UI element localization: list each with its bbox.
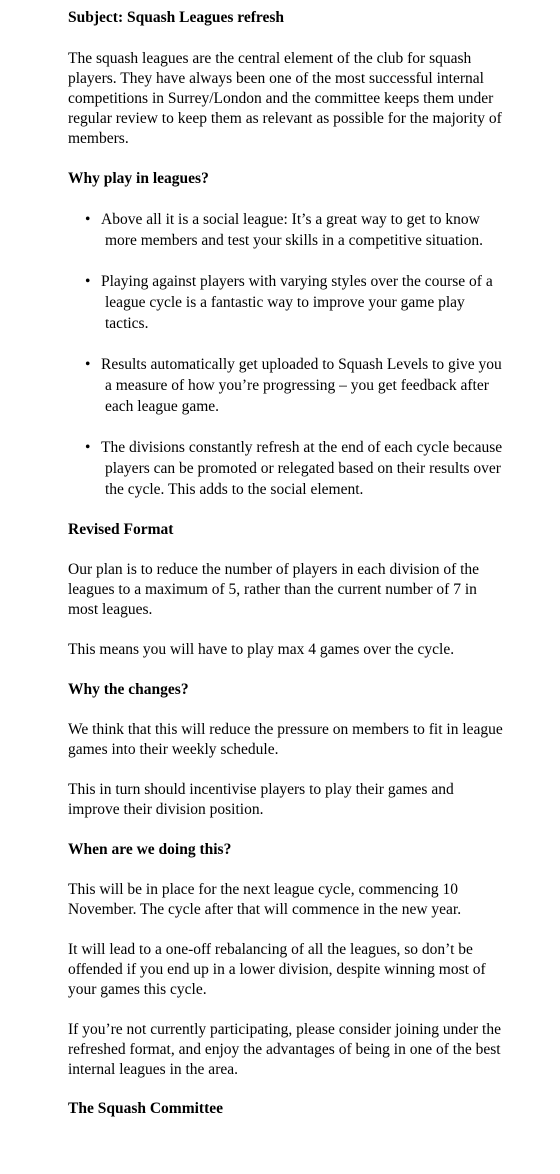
list-item — [68, 271, 508, 334]
list-item-text: Results automatically get uploaded to Squash Levels to give you a measure of how you’re progressing – you get feedback after each league game. — [101, 356, 502, 415]
heading-when: When are we doing this? — [68, 841, 232, 858]
heading-why-changes: Why the changes? — [68, 681, 189, 698]
when-paragraph-1: This will be in place for the next league cycle, commencing 10 November. The cycle after that will commence in the new year. — [68, 881, 462, 918]
bullet-icon: • — [85, 273, 91, 290]
list-item — [68, 437, 508, 500]
intro-paragraph: The squash leagues are the central element of the club for squash players. They have always been one of the most successful internal competitions in Surrey/London and the committee keeps them under regular review to keep them as relevant as possible for the majority of members. — [68, 50, 502, 147]
list-item-text: The divisions constantly refresh at the end of each cycle because players can be promoted or relegated based on their results over the cycle. This adds to the social element. — [101, 439, 503, 498]
letter-document — [68, 8, 508, 1119]
why-changes-paragraph-2: This in turn should incentivise players to play their games and improve their division position. — [68, 781, 454, 818]
list-item — [68, 354, 508, 417]
heading-why-play: Why play in leagues? — [68, 170, 209, 187]
list-item-text: Above all it is a social league: It’s a great way to get to know more members and test your skills in a competitive situation. — [101, 211, 483, 249]
why-play-list — [68, 209, 508, 500]
when-paragraph-3: If you’re not currently participating, please consider joining under the refreshed format, and enjoy the advantages of being in one of the best internal leagues in the area. — [68, 1021, 501, 1078]
when-paragraph-2: It will lead to a one-off rebalancing of all the leagues, so don’t be offended if you end up in a lower division, despite winning most of your games this cycle. — [68, 941, 486, 998]
bullet-icon: • — [85, 211, 91, 228]
subject-line: Subject: Squash Leagues refresh — [68, 9, 285, 26]
list-item-text: Playing against players with varying styles over the course of a league cycle is a fantastic way to improve your game play tactics. — [101, 273, 493, 332]
heading-revised-format: Revised Format — [68, 521, 174, 538]
revised-format-paragraph-1: Our plan is to reduce the number of players in each division of the leagues to a maximum of 5, rather than the current number of 7 in most leagues. — [68, 561, 480, 618]
list-item — [68, 209, 508, 251]
bullet-icon: • — [85, 439, 91, 456]
bullet-icon: • — [85, 356, 91, 373]
revised-format-paragraph-2: This means you will have to play max 4 games over the cycle. — [68, 641, 455, 658]
signoff: The Squash Committee — [68, 1100, 224, 1117]
why-changes-paragraph-1: We think that this will reduce the pressure on members to fit in league games into their weekly schedule. — [68, 721, 503, 758]
